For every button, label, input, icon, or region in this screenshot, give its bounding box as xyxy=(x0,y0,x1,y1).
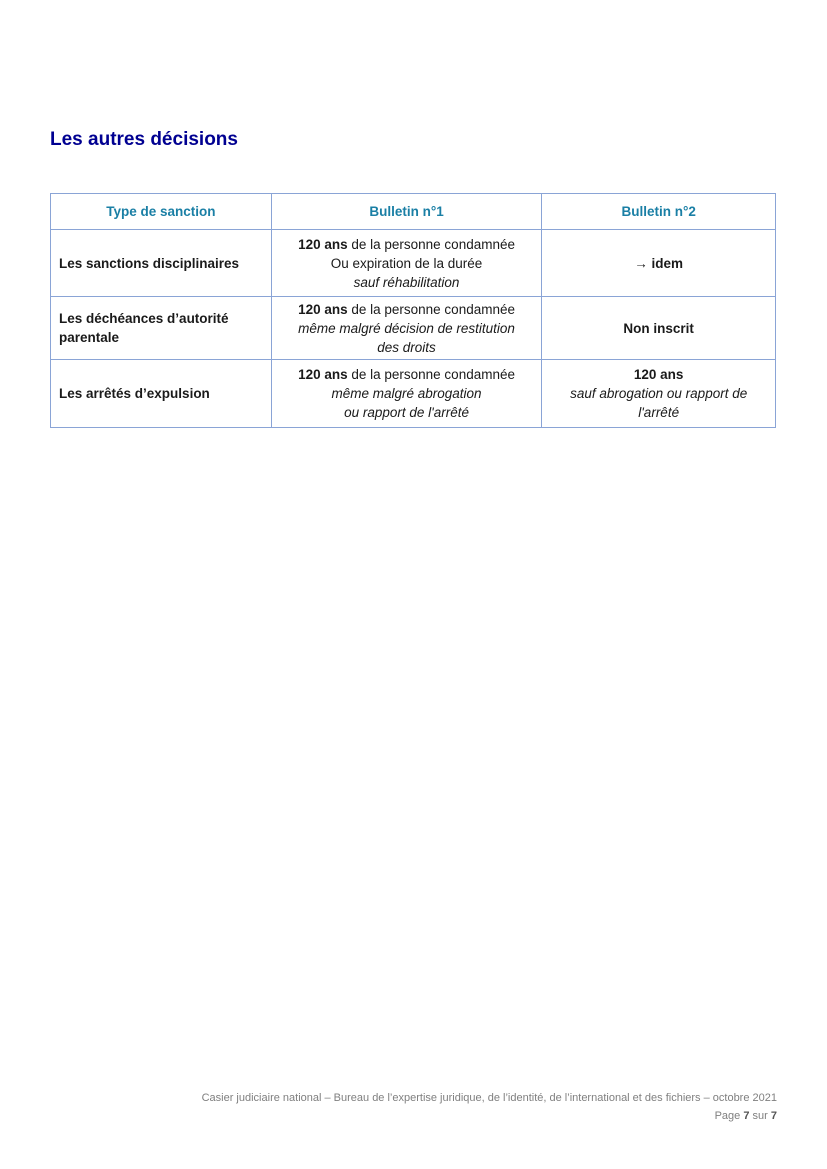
bulletin-2-cell xyxy=(542,360,776,428)
table-row xyxy=(51,297,776,360)
b1-line-2: même malgré abrogation xyxy=(331,386,482,401)
table-row xyxy=(51,230,776,297)
b1-line-3: ou rapport de l'arrêté xyxy=(344,405,469,420)
sanctions-table xyxy=(50,193,776,428)
b1-duration: 120 ans xyxy=(298,367,348,382)
page-total: 7 xyxy=(770,1110,777,1122)
header-bulletin-1: Bulletin n°1 xyxy=(271,194,542,230)
b1-line-1 xyxy=(280,365,534,384)
b2-value: 120 ans xyxy=(633,367,684,382)
b1-line-2: même malgré décision de restitution xyxy=(298,320,515,336)
bulletin-2-cell xyxy=(542,230,776,297)
b2-line-2: sauf abrogation ou rapport de xyxy=(570,386,748,401)
page-sep: sur xyxy=(749,1110,771,1122)
page-footer xyxy=(202,1089,777,1125)
table-row xyxy=(51,360,776,428)
bulletin-1-cell xyxy=(271,360,542,428)
footer-source: Casier judiciaire national – Bureau de l’expertise juridique, de l’identité, de l’international et des fichiers – octobre 2021 xyxy=(201,1092,777,1104)
header-type: Type de sanction xyxy=(51,194,272,230)
type-cell: Les déchéances d’autorité parentale xyxy=(51,297,272,360)
arrow-right-icon: → xyxy=(634,255,652,271)
b1-line-2: Ou expiration de la durée xyxy=(330,255,483,271)
b1-line-3: sauf réhabilitation xyxy=(353,274,460,290)
b2-value: idem xyxy=(651,255,684,271)
page-number xyxy=(202,1107,777,1125)
b1-rest: de la personne condamnée xyxy=(347,301,515,317)
type-cell: Les arrêtés d’expulsion xyxy=(51,360,272,428)
header-bulletin-2: Bulletin n°2 xyxy=(542,194,776,230)
b1-duration: 120 ans xyxy=(298,301,348,317)
type-cell: Les sanctions disciplinaires xyxy=(51,230,272,297)
b1-line-1 xyxy=(280,235,534,254)
page-label: Page xyxy=(714,1110,744,1122)
b1-duration: 120 ans xyxy=(298,236,348,252)
b2-line-3: l'arrêté xyxy=(638,405,680,420)
table-header-row xyxy=(51,194,776,230)
b1-rest: de la personne condamnée xyxy=(347,367,515,382)
b2-value: Non inscrit xyxy=(623,320,694,336)
bulletin-2-cell xyxy=(542,297,776,360)
b1-line-3: des droits xyxy=(377,339,436,355)
b1-rest: de la personne condamnée xyxy=(347,236,515,252)
bulletin-1-cell xyxy=(271,230,542,297)
bulletin-1-cell xyxy=(271,297,542,360)
section-title: Les autres décisions xyxy=(50,129,238,150)
page-current: 7 xyxy=(743,1110,750,1122)
b1-line-1 xyxy=(280,300,534,319)
